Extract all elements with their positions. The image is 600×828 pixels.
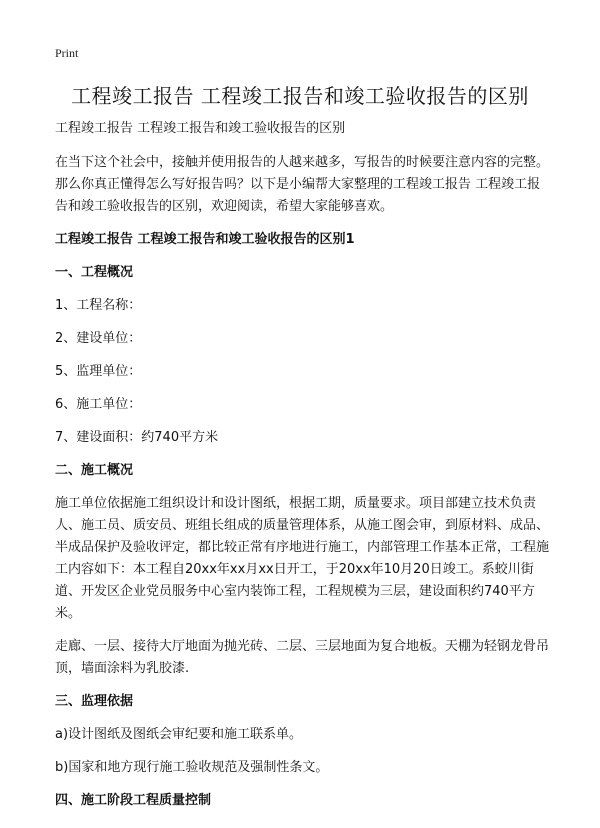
intro-paragraph: 在当下这个社会中，接触并使用报告的人越来越多，写报告的时候要注意内容的完整。那么你真正懂得怎么写好报告吗？以下是小编帮大家整理的工程竣工报告 工程竣工报告和竣工验收报告的区别，欢迎阅读，希望大家能够喜欢。 (55, 155, 550, 214)
page-title: 工程竣工报告 工程竣工报告和竣工验收报告的区别 (71, 84, 529, 108)
supervision-item: a)设计图纸及图纸会审纪要和施工联系单。 (55, 727, 303, 742)
construction-paragraph: 施工单位依据施工组织设计和设计图纸，根据工期，质量要求。项目部建立技术负责人、施工员、质安员、班组长组成的质量管理体系，从施工图会审，到原材料、成品、半成品保护及验收评定，都比较正常有序地进行施工，内部管理工作基本正常，工程施工内容如下：本工程自20xx年xx月xx日开工，于20xx年10月20日竣工。系蛟川街道、开发区企业党员服务中心室内装饰工程，工程规模为三层，建设面积约740平方米。 (55, 496, 550, 621)
construction-paragraph: 走廊、一层、接待大厅地面为抛光砖、二层、三层地面为复合地板。天棚为轻钢龙骨吊顶，墙面涂料为乳胶漆. (55, 639, 550, 676)
supervision-heading: 三、监理依据 (55, 694, 134, 709)
overview-item: 6、施工单位： (55, 397, 142, 412)
document-body (55, 118, 550, 823)
overview-item: 1、工程名称： (55, 298, 142, 313)
overview-item: 2、建设单位： (55, 331, 142, 346)
section1-heading: 工程竣工报告 工程竣工报告和竣工验收报告的区别1 (55, 232, 355, 247)
supervision-item: b)国家和地方现行施工验收规范及强制性条文。 (55, 760, 329, 775)
overview-heading: 一、工程概况 (55, 265, 134, 280)
overview-item: 7、建设面积：约740平方米 (55, 430, 219, 445)
subtitle: 工程竣工报告 工程竣工报告和竣工验收报告的区别 (55, 121, 346, 136)
print-label: Print (55, 46, 79, 60)
overview-item: 5、监理单位： (55, 364, 142, 379)
section4-heading: 四、施工阶段工程质量控制 (55, 793, 212, 808)
construction-heading: 二、施工概况 (55, 463, 134, 478)
